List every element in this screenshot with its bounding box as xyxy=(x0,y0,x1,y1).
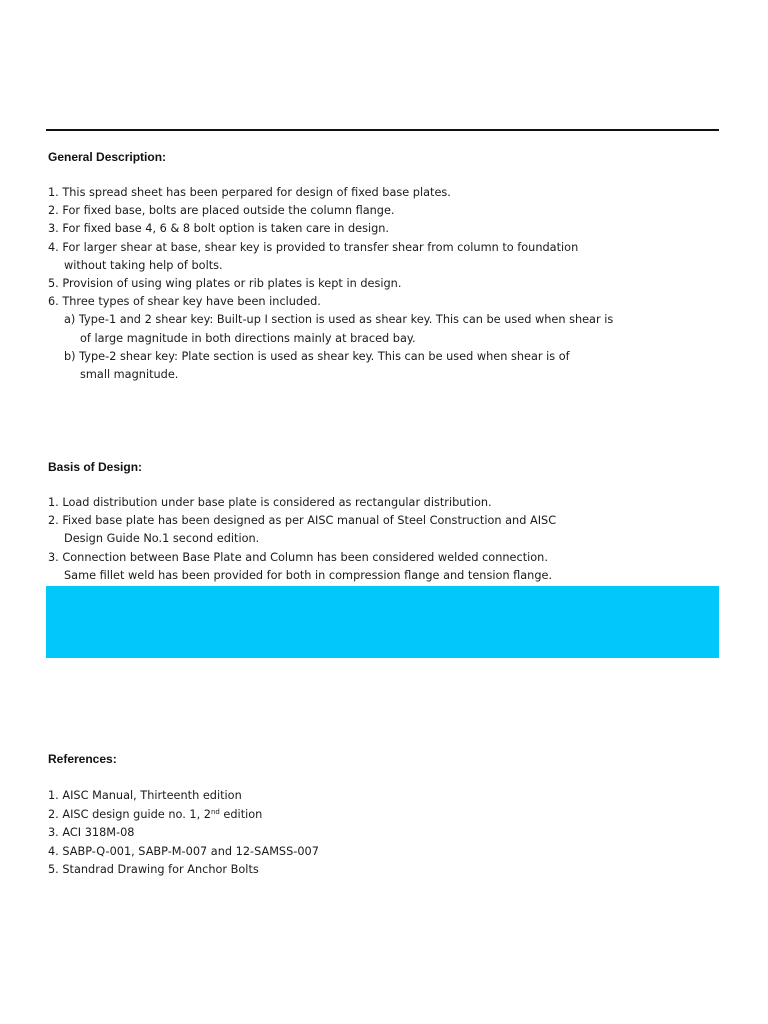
ordinal-suffix: nd xyxy=(210,807,220,816)
list-item: 3. Connection between Base Plate and Column has been considered welded connection. xyxy=(48,550,548,564)
basis-of-design-list xyxy=(48,494,556,585)
reference-item: 3. ACI 318M-08 xyxy=(48,826,135,840)
list-item: 1. This spread sheet has been perpared for design of fixed base plates. xyxy=(48,186,451,199)
reference-item: 4. SABP-Q-001, SABP-M-007 and 12-SAMSS-007 xyxy=(48,844,319,858)
list-item: 4. For larger shear at base, shear key is provided to transfer shear from column to foundation xyxy=(48,240,579,254)
reference-item xyxy=(48,806,319,825)
list-item: 2. Fixed base plate has been designed as per AISC manual of Steel Construction and AISC xyxy=(48,514,557,528)
list-item: 1. Load distribution under base plate is considered as rectangular distribution. xyxy=(48,496,492,509)
list-item: 6. Three types of shear key have been included. xyxy=(48,295,321,309)
highlight-band xyxy=(46,586,719,658)
basis-of-design-heading: Basis of Design: xyxy=(48,460,143,474)
list-item: 5. Provision of using wing plates or rib plates is kept in design. xyxy=(48,277,402,291)
sub-list-item-continuation: small magnitude. xyxy=(80,368,179,382)
list-item-continuation: Same fillet weld has been provided for both in compression flange and tension flange. xyxy=(64,568,553,582)
list-item-continuation: without taking help of bolts. xyxy=(64,258,223,272)
sub-list-item: b) Type-2 shear key: Plate section is used as shear key. This can be used when shear is of xyxy=(64,349,570,363)
sub-list-item: a) Type-1 and 2 shear key: Built-up I section is used as shear key. This can be used when shear is xyxy=(64,313,614,327)
reference-text: 2. AISC design guide no. 1, 2 xyxy=(48,807,211,821)
references-heading: References: xyxy=(48,752,117,766)
list-item: 2. For fixed base, bolts are placed outside the column flange. xyxy=(48,204,395,218)
sub-list-item-continuation: of large magnitude in both directions mainly at braced bay. xyxy=(80,331,416,345)
general-description-list xyxy=(48,184,613,384)
references-list xyxy=(48,787,319,880)
reference-item: 5. Standrad Drawing for Anchor Bolts xyxy=(48,863,259,877)
reference-item: 1. AISC Manual, Thirteenth edition xyxy=(48,789,242,802)
list-item-continuation: Design Guide No.1 second edition. xyxy=(64,532,260,546)
reference-text-tail: edition xyxy=(219,807,263,821)
list-item: 3. For fixed base 4, 6 & 8 bolt option is taken care in design. xyxy=(48,222,390,236)
general-description-heading: General Description: xyxy=(48,150,167,164)
header-rule xyxy=(46,129,719,131)
